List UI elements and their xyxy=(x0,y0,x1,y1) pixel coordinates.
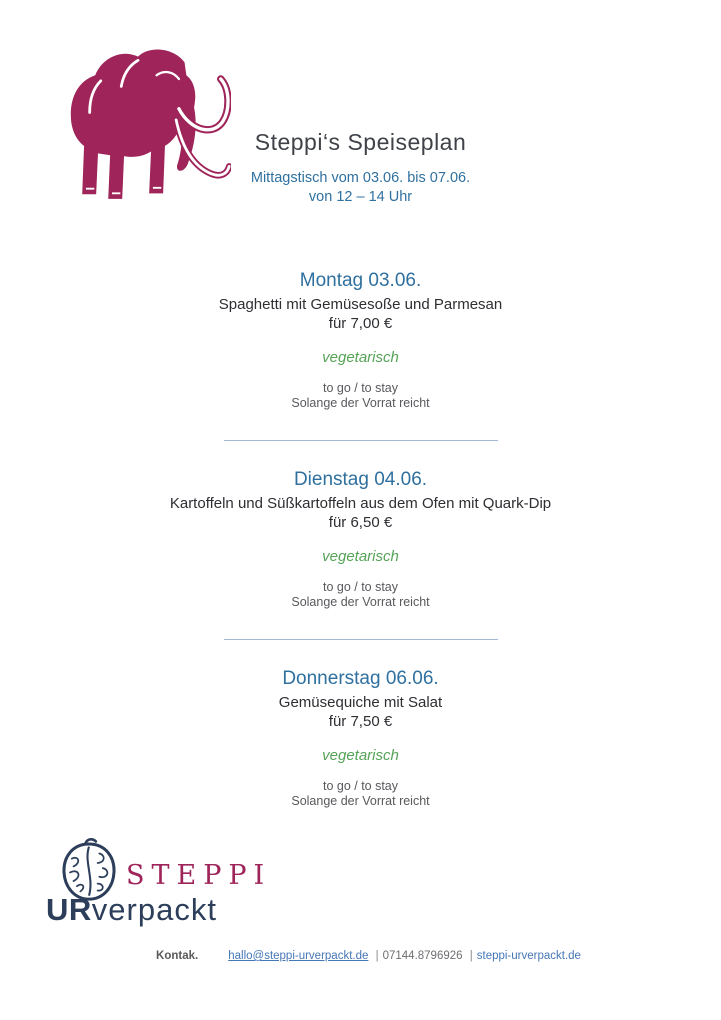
menu-section-thursday xyxy=(0,667,721,809)
footer-contact xyxy=(8,950,721,962)
diet-label: vegetarisch xyxy=(322,548,399,565)
togo-note: to go / to stay xyxy=(322,779,399,793)
diet-label: vegetarisch xyxy=(322,747,399,764)
mammoth-logo-icon xyxy=(45,33,231,217)
brand-logo xyxy=(46,836,272,938)
supply-note: Solange der Vorrat reicht xyxy=(291,396,430,410)
logo-text-verpackt: verpackt xyxy=(91,892,217,927)
dish-price: für 6,50 € xyxy=(328,514,393,531)
day-heading: Dienstag 04.06. xyxy=(293,469,428,490)
day-heading: Donnerstag 06.06. xyxy=(282,668,439,689)
dish-name: Spaghetti mit Gemüsesoße und Parmesan xyxy=(218,296,503,313)
logo-text-steppi: STEPPI xyxy=(126,860,272,891)
section-divider xyxy=(224,440,498,441)
email-link[interactable]: hallo@steppi-urverpackt.de xyxy=(228,950,369,962)
supply-note: Solange der Vorrat reicht xyxy=(291,595,430,609)
dish-price: für 7,50 € xyxy=(328,713,393,730)
contact-label: Kontak. xyxy=(156,950,199,962)
dish-price: für 7,00 € xyxy=(328,315,393,332)
diet-label: vegetarisch xyxy=(322,349,399,366)
logo-text-ur: UR xyxy=(46,892,92,927)
separator: | xyxy=(469,950,473,962)
togo-note: to go / to stay xyxy=(322,381,399,395)
subtitle-date-range: Mittagstisch vom 03.06. bis 07.06. xyxy=(250,170,471,186)
togo-note: to go / to stay xyxy=(322,580,399,594)
page-title: Steppi‘s Speiseplan xyxy=(254,129,467,155)
dish-name: Gemüsequiche mit Salat xyxy=(278,694,443,711)
menu-section-tuesday xyxy=(0,468,721,610)
menu-section-monday xyxy=(0,269,721,411)
logo-text-urverpackt xyxy=(46,892,217,928)
phone-number: 07144.8796926 xyxy=(382,950,463,962)
day-heading: Montag 03.06. xyxy=(299,270,422,291)
separator: | xyxy=(375,950,379,962)
supply-note: Solange der Vorrat reicht xyxy=(291,794,430,808)
subtitle-time-range: von 12 – 14 Uhr xyxy=(308,189,413,205)
dish-name: Kartoffeln und Süßkartoffeln aus dem Ofen mit Quark-Dip xyxy=(169,495,552,512)
menu-list xyxy=(0,269,721,809)
section-divider xyxy=(224,639,498,640)
website-link[interactable]: steppi-urverpackt.de xyxy=(476,950,581,962)
